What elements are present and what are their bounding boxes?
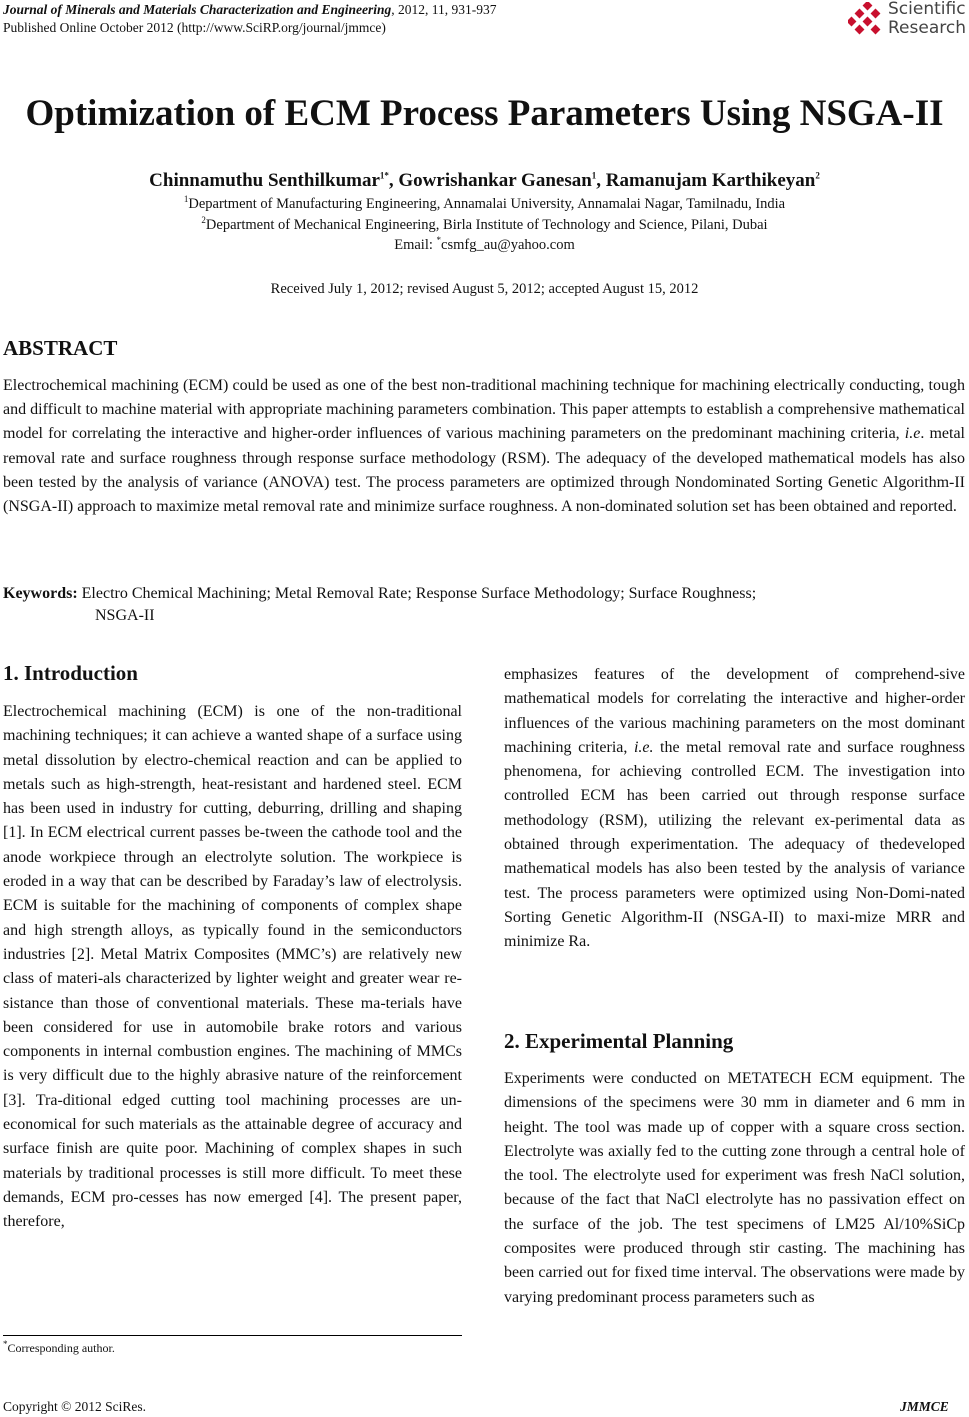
- affiliation-1-text: Department of Manufacturing Engineering, Annamalai University, Annamalai Nagar, Tamilnadu, India: [188, 196, 786, 212]
- logo-line-2: Research: [888, 18, 966, 38]
- section-2-heading: 2. Experimental Planning: [504, 1029, 734, 1053]
- abstract-text: [3, 374, 965, 519]
- journal-volume: , 2012, 11, 931-937: [391, 2, 497, 17]
- abstract-part-2: . metal removal rate and surface roughness through response surface methodology (RSM). The adequacy of the developed mathematical models has also been tested by the analysis of variance (ANOVA) test. The process parameters are optimized through Nondominated Sorting Genetic Algorithm-II (NSGA-II) approach to maximize metal removal rate and minimize surface roughness. A non-dominated solution set has been obtained and reported.: [3, 425, 965, 516]
- affiliation-1: [0, 196, 969, 213]
- author-1-sup: 1*: [379, 170, 389, 181]
- section-1-heading: 1. Introduction: [3, 661, 138, 685]
- abstract-heading: ABSTRACT: [3, 336, 118, 360]
- author-3-sup: 2: [815, 170, 820, 181]
- affiliation-2-sup: 2: [201, 215, 206, 226]
- abstract-part-1: Electrochemical machining (ECM) could be used as one of the best non-traditional machining technique for machining electrically conducting, tough and difficult to machine material with appropriate machining parameters combination. This paper attempts to establish a comprehensive mathematical model for correlating the interactive and higher-order influences of various machining parameters on the predominant machining criteria,: [3, 377, 965, 443]
- affiliation-1-sup: 1: [183, 194, 189, 205]
- keywords-label: Keywords:: [3, 585, 78, 602]
- email-address[interactable]: csmfg_au@yahoo.com: [441, 237, 575, 253]
- logo-mark-icon: [848, 2, 886, 42]
- author-separator: ,: [596, 170, 606, 191]
- introduction-text: Electrochemical machining (ECM) is one of the non-traditional machining techniques; it can achieve a wanted shape of a surface using metal dissolution by electro-chemical reaction and can be applied to metals such as high-strength, heat-resistant and hardened steel. ECM has been used in industry for cutting, deburring, drilling and shaping [1]. In ECM electrical current passes be-tween the cathode tool and the anode workpiece through an electrolyte solution. The workpiece is eroded in a way that can be described by Faraday’s law of electrolysis. ECM is suitable for the machining of components of complex shape and high strength alloys, as typically found in the semiconductors industries [2]. Metal Matrix Composites (MMC’s) are relatively new class of materi-als characterized by lighter weight and greater wear re-sistance than those of conventional materials. These ma-terials have been considered for use in automobile brake rotors and various components in internal combustion engines. The machining of MMCs is very difficult due to the highly abrasive nature of the reinforcement [3]. Tra-ditional edged cutting tool machining processes are un-economical for such materials as the attainable degree of accuracy and surface finish are quite poor. Machining of complex shapes in such materials by traditional processes is still more difficult. To meet these demands, ECM pro-cesses has now emerged [4]. The present paper, therefore,: [3, 703, 462, 1231]
- received-dates: Received July 1, 2012; revised August 5, 2012; accepted August 15, 2012: [270, 281, 699, 297]
- author-3: Ramanujam Karthikeyan: [605, 170, 816, 191]
- keywords-line-2: NSGA-II: [95, 607, 155, 624]
- author-2: Gowrishankar Ganesan: [398, 170, 592, 191]
- experimental-text: Experiments were conducted on METATECH ECM equipment. The dimensions of the specimens were 30 mm in diameter and 6 mm in height. The tool was made up of copper with a square cross section. Electrolyte was axially fed to the cutting zone through a central hole of the tool. The electrolyte used for experiment was fresh NaCl solution, because of the fact that NaCl electrolyte has no passivation effect on the surface of the job. The test specimens of LM25 Al/10%SiCp composites were produced through stir casting. The machining has been carried out for fixed time interval. The observations were made by varying predominant process parameters such as: [504, 1070, 965, 1306]
- email-label: Email:: [394, 237, 437, 253]
- journal-abbrev: JMMCE: [900, 1399, 949, 1414]
- paper-title: Optimization of ECM Process Parameters Using NSGA-II: [25, 93, 944, 134]
- journal-name: Journal of Minerals and Materials Characterization and Engineering: [3, 2, 392, 17]
- footnote: [3, 1341, 115, 1356]
- affiliation-2-text: Department of Mechanical Engineering, Birla Institute of Technology and Science, Pilani, Dubai: [205, 217, 768, 233]
- email-line: [0, 237, 969, 254]
- right-col-p1a: emphasizes features of the development of comprehend-sive mathematical models for correlating the interactive and higher-order influences of the various machining parameters on the most dominant machining criteria,: [504, 666, 965, 756]
- author-1: Chinnamuthu Senthilkumar: [149, 170, 380, 191]
- keywords: [3, 583, 965, 627]
- footnote-rule: [3, 1335, 462, 1336]
- author-2-sup: 1: [591, 170, 597, 181]
- keywords-line-1: Electro Chemical Machining; Metal Removal Rate; Response Surface Methodology; Surface Roughness;: [77, 585, 757, 602]
- email-sup: *: [436, 235, 442, 246]
- copyright: Copyright © 2012 SciRes.: [3, 1399, 147, 1414]
- right-col-p1b: the metal removal rate and surface roughness phenomena, for achieving controlled ECM. The investigation into controlled ECM has been carried out through response surface methodology (RSM), utilizing the relevant ex-perimental data as obtained through experimentation. The adequacy of thedeveloped mathematical models has also been tested by the analysis of variance test. The process parameters were optimized using Non-Domi-nated Sorting Genetic Algorithm-II (NSGA-II) to maxi-mize MRR and minimize Ra.: [504, 738, 965, 951]
- affiliation-2: [0, 217, 969, 234]
- logo-text: [888, 0, 966, 38]
- author-separator: ,: [388, 170, 399, 191]
- author-list: [0, 170, 969, 192]
- journal-citation: [3, 2, 496, 18]
- footnote-sup: *: [3, 1339, 8, 1349]
- published-online: Published Online October 2012 (http://www.SciRP.org/journal/jmmce): [3, 20, 386, 35]
- right-col-ie: i.e.: [633, 738, 654, 756]
- right-col-paragraph-1: [504, 663, 965, 955]
- abstract-ie: i.e: [904, 425, 921, 443]
- footnote-text: Corresponding author.: [7, 1341, 115, 1355]
- scientific-research-logo: [848, 0, 968, 42]
- logo-line-1: Scientific: [888, 0, 966, 19]
